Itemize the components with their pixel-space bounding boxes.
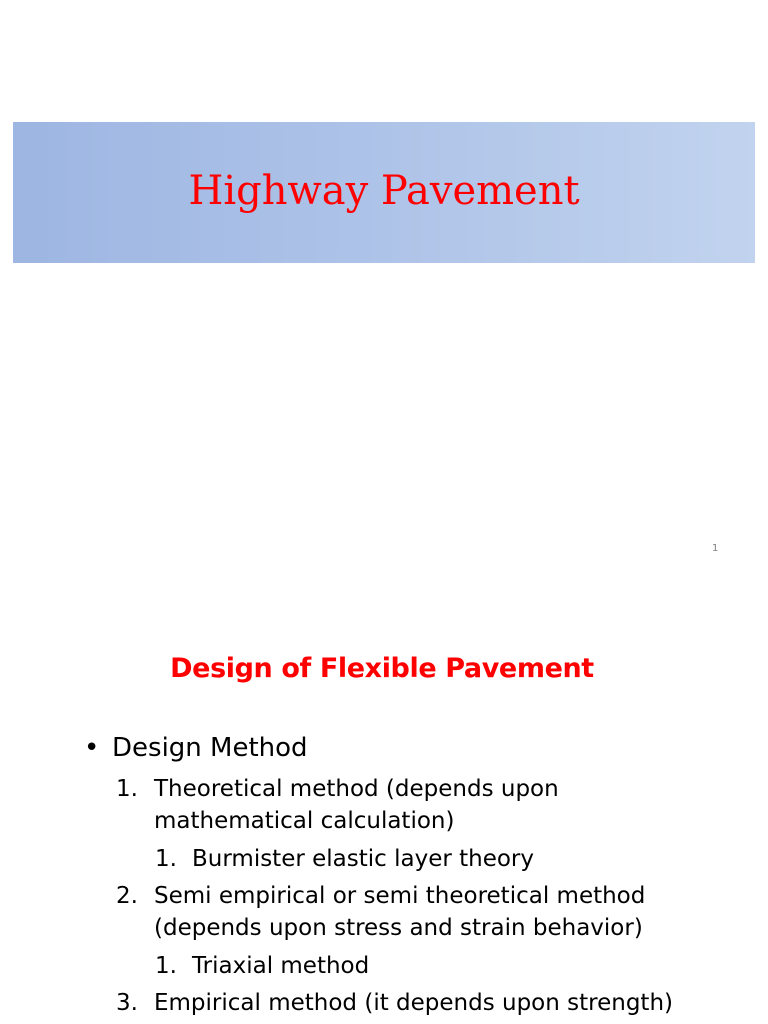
bullet-item (84, 731, 308, 765)
list-item-text: mathematical calculation) (154, 808, 455, 834)
section-heading: Design of Flexible Pavement (170, 653, 594, 684)
list-item-number: 2. (116, 883, 138, 909)
sub-list-item-number: 1. (155, 846, 177, 872)
bullet-icon: • (84, 733, 100, 763)
sub-list-item-text: Triaxial method (192, 953, 370, 979)
list-item-number: 3. (116, 990, 138, 1016)
list-item-text: Theoretical method (depends upon (154, 776, 559, 802)
slide-number: 1 (712, 543, 719, 554)
list-item-text: Empirical method (it depends upon strength) (154, 990, 673, 1016)
list-item-text: (depends upon stress and strain behavior) (154, 915, 643, 941)
sub-list-item-number: 1. (155, 953, 177, 979)
list-item-text: Semi empirical or semi theoretical method (154, 883, 646, 909)
sub-list-item-text: Burmister elastic layer theory (192, 846, 535, 872)
title-banner (13, 122, 755, 263)
slide-title: Highway Pavement (188, 168, 580, 214)
list-item-number: 1. (116, 776, 138, 802)
bullet-text: Design Method (112, 733, 308, 763)
